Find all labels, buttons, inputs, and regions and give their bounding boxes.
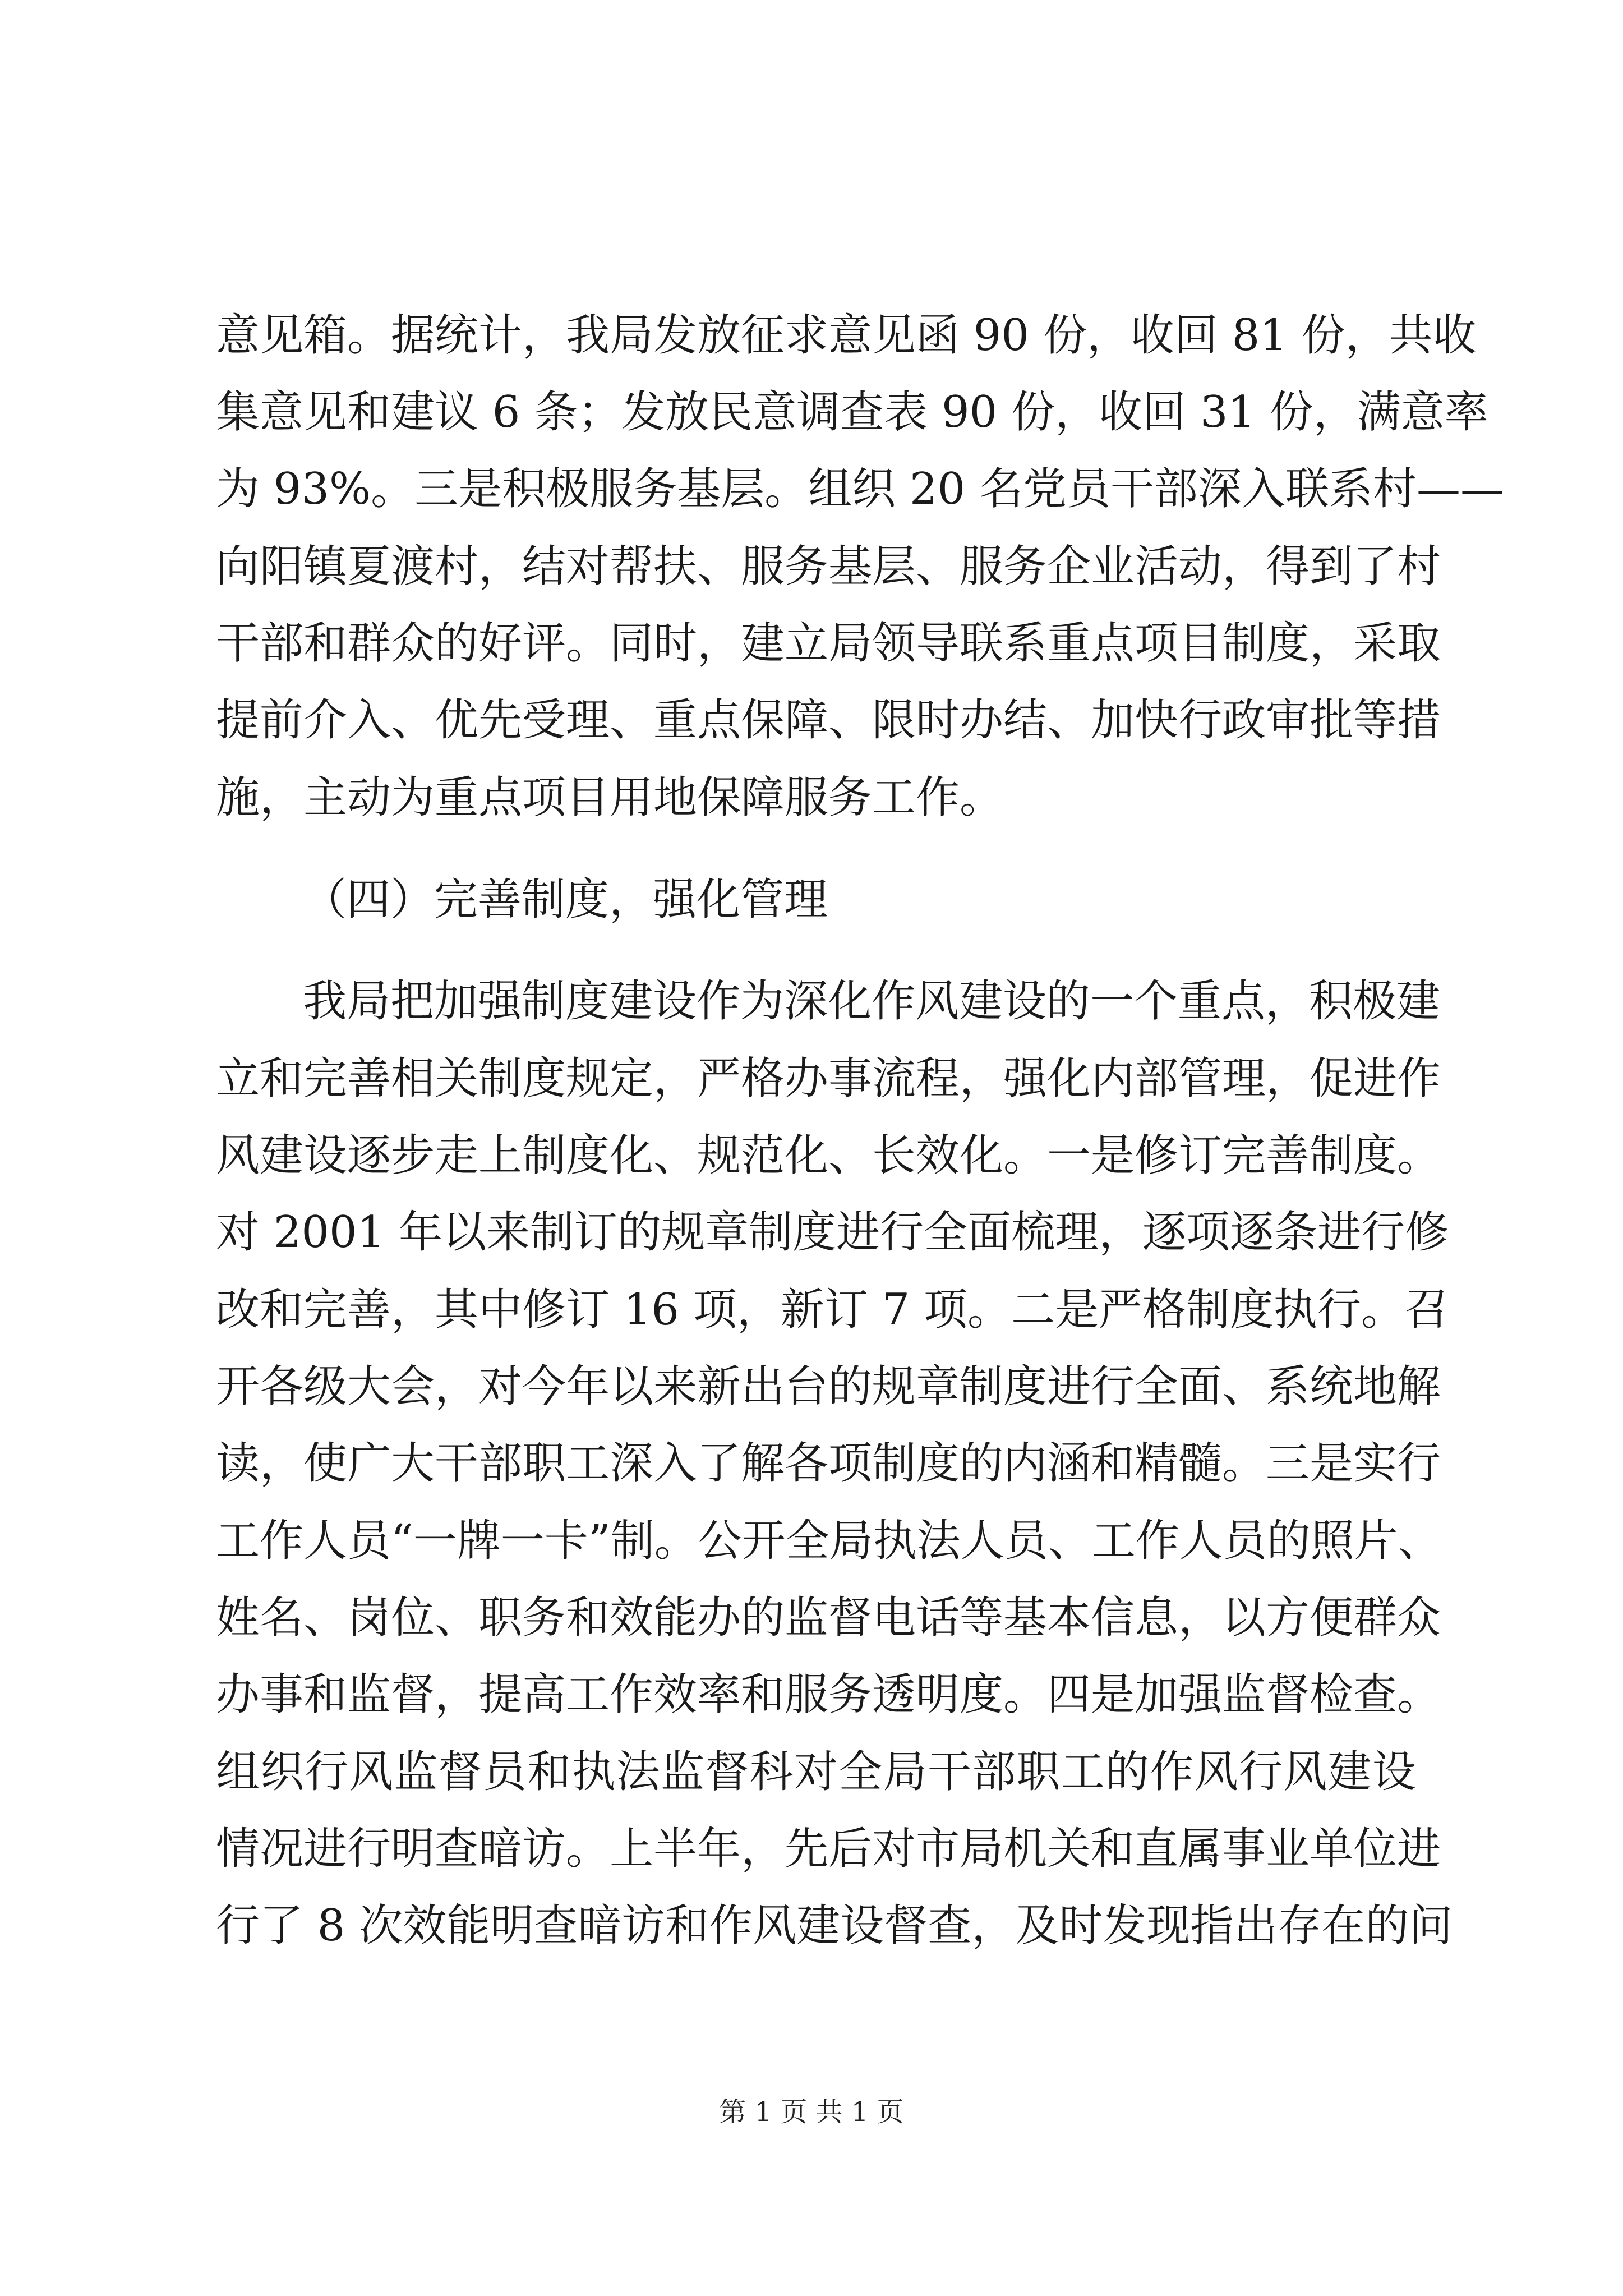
body-line: 对 2001 年以来制订的规章制度进行全面梳理，逐项逐条进行修	[216, 1207, 1449, 1258]
section-heading: （四）完善制度，强化管理	[303, 875, 828, 925]
body-line: 我局把加强制度建设作为深化作风建设的一个重点，积极建	[303, 976, 1441, 1027]
page-footer: 第 1 页 共 1 页	[719, 2096, 904, 2128]
body-line: 立和完善相关制度规定，严格办事流程，强化内部管理，促进作	[216, 1053, 1441, 1104]
body-line: 行了 8 次效能明查暗访和作风建设督查，及时发现指出存在的问	[216, 1901, 1453, 1951]
body-line: 改和完善，其中修订 16 项，新订 7 项。二是严格制度执行。召	[216, 1285, 1449, 1335]
body-line: 开各级大会，对今年以来新出台的规章制度进行全面、系统地解	[216, 1361, 1441, 1412]
body-line: 意见箱。据统计，我局发放征求意见函 90 份，收回 81 份，共收	[216, 310, 1477, 361]
body-line: 情况进行明查暗访。上半年，先后对市局机关和直属事业单位进	[216, 1824, 1441, 1874]
body-line: 向阳镇夏渡村，结对帮扶、服务基层、服务企业活动，得到了村	[216, 541, 1441, 592]
body-line: 办事和监督，提高工作效率和服务透明度。四是加强监督检查。	[216, 1669, 1441, 1720]
body-line: 姓名、岗位、职务和效能办的监督电话等基本信息，以方便群众	[216, 1593, 1441, 1643]
body-line: 风建设逐步走上制度化、规范化、长效化。一是修订完善制度。	[216, 1130, 1441, 1181]
body-line: 组织行风监督员和执法监督科对全局干部职工的作风行风建设	[216, 1747, 1416, 1797]
body-line: 集意见和建议 6 条；发放民意调查表 90 份，收回 31 份，满意率	[216, 387, 1488, 438]
body-line: 施，主动为重点项目用地保障服务工作。	[216, 772, 1004, 823]
body-line: 工作人员“一牌一卡”制。公开全局执法人员、工作人员的照片、	[216, 1516, 1442, 1566]
body-line: 提前介入、优先受理、重点保障、限时办结、加快行政审批等措	[216, 695, 1441, 746]
body-line: 干部和群众的好评。同时，建立局领导联系重点项目制度，采取	[216, 618, 1441, 669]
body-line: 为 93%。三是积极服务基层。组织 20 名党员干部深入联系村——	[216, 464, 1505, 514]
body-line: 读，使广大干部职工深入了解各项制度的内涵和精髓。三是实行	[216, 1438, 1441, 1489]
